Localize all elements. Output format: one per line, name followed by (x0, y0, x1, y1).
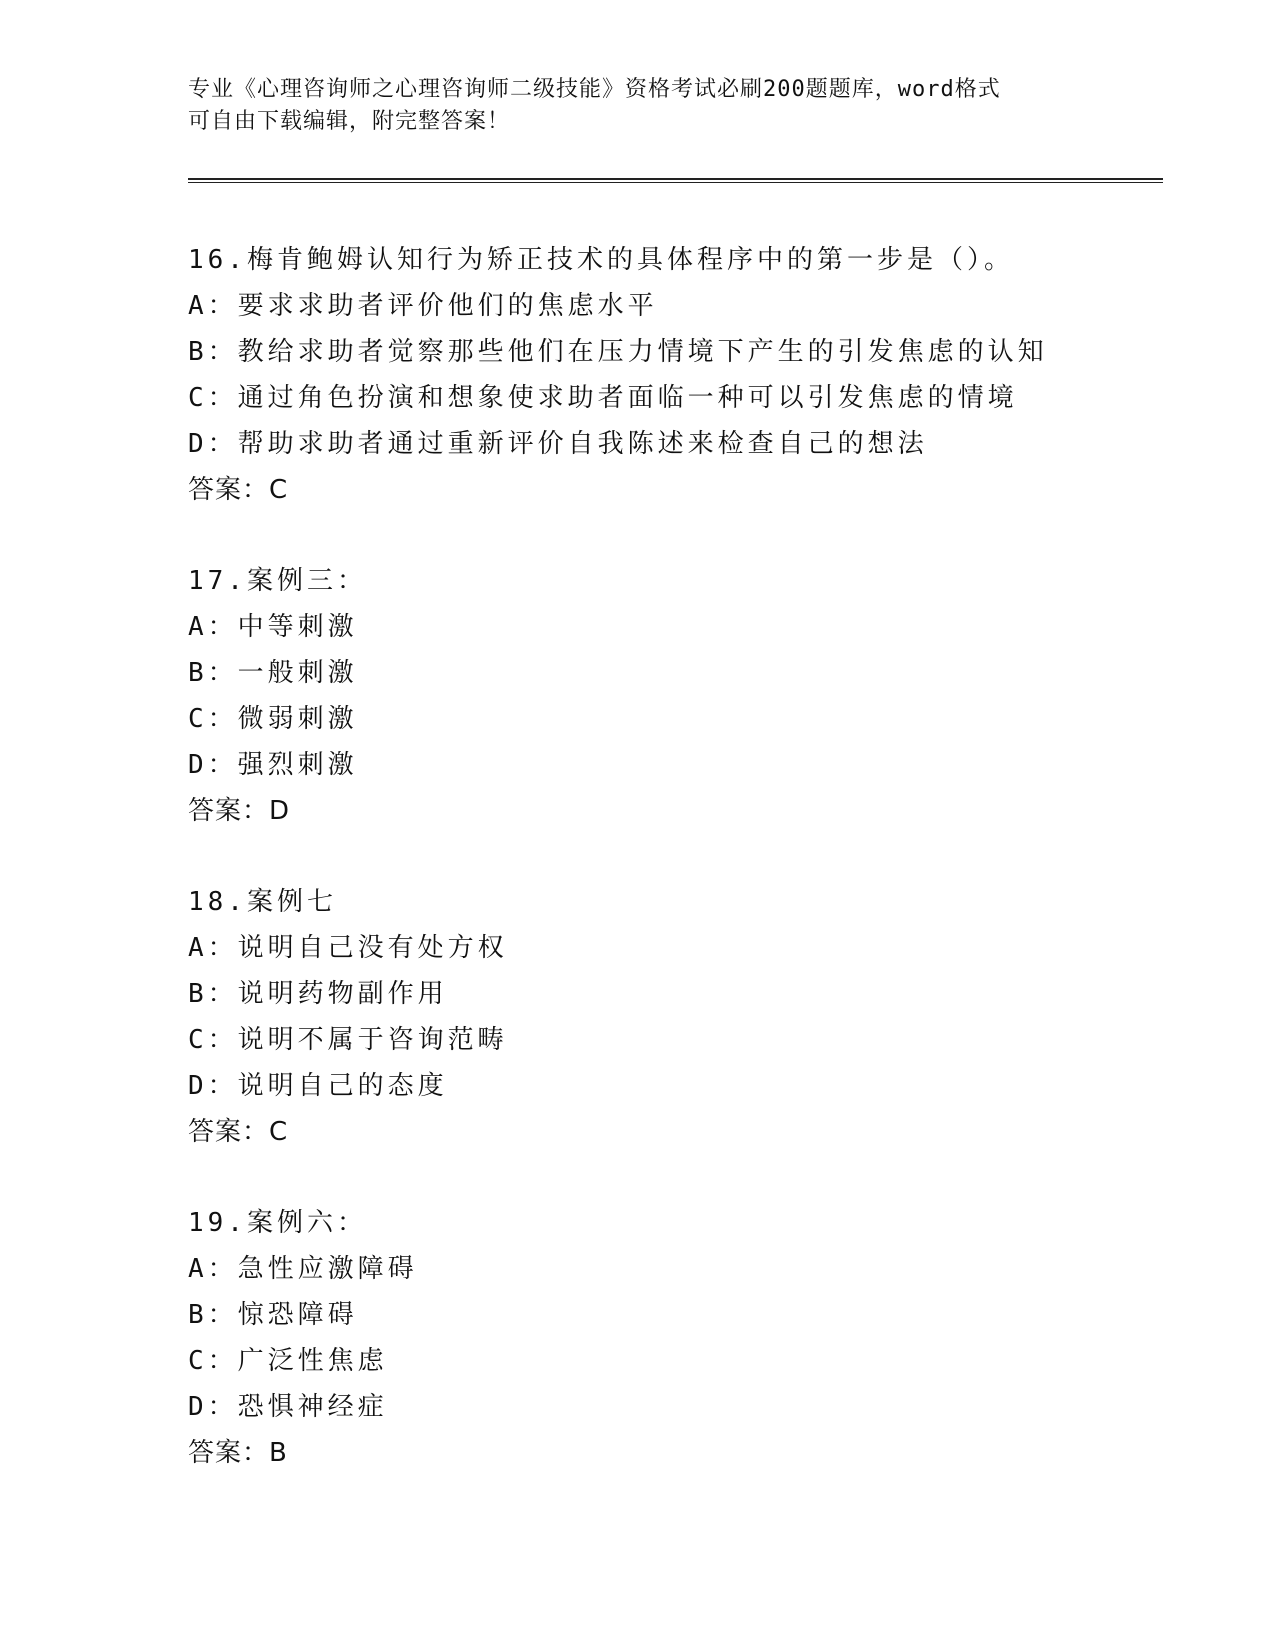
option-c: C：微弱刺激 (188, 704, 358, 734)
option-b: B：说明药物副作用 (188, 979, 448, 1009)
option-d: D：强烈刺激 (188, 750, 358, 780)
question-stem: 17.案例三： (188, 566, 367, 596)
question-stem: 16.梅肯鲍姆认知行为矫正技术的具体程序中的第一步是（）。 (188, 245, 1014, 275)
answer-line: 答案：C (188, 475, 289, 505)
question-list (188, 237, 1178, 1521)
option-d: D：恐惧神经症 (188, 1392, 388, 1422)
option-a: A：中等刺激 (188, 612, 358, 642)
option-c: C：广泛性焦虑 (188, 1346, 388, 1376)
question-19 (188, 1200, 1178, 1476)
question-stem: 18.案例七 (188, 887, 337, 917)
question-16 (188, 237, 1178, 513)
question-17 (188, 558, 1178, 834)
header-divider (188, 178, 1163, 183)
option-b: B：一般刺激 (188, 658, 358, 688)
option-d: D：说明自己的态度 (188, 1071, 448, 1101)
option-b: B：惊恐障碍 (188, 1300, 358, 1330)
option-c: C：通过角色扮演和想象使求助者面临一种可以引发焦虑的情境 (188, 383, 1018, 413)
answer-line: 答案：D (188, 796, 291, 826)
header-line-2: 可自由下载编辑，附完整答案！ (188, 109, 511, 134)
header-line-1: 专业《心理咨询师之心理咨询师二级技能》资格考试必刷200题题库，word格式 (188, 77, 1001, 102)
answer-line: 答案：B (188, 1438, 288, 1468)
option-a: A：说明自己没有处方权 (188, 933, 508, 963)
answer-line: 答案：C (188, 1117, 289, 1147)
option-a: A：急性应激障碍 (188, 1254, 418, 1284)
question-18 (188, 879, 1178, 1155)
option-c: C：说明不属于咨询范畴 (188, 1025, 508, 1055)
question-stem: 19.案例六： (188, 1208, 367, 1238)
document-header (188, 74, 1088, 138)
option-b: B：教给求助者觉察那些他们在压力情境下产生的引发焦虑的认知 (188, 337, 1048, 367)
option-d: D：帮助求助者通过重新评价自我陈述来检查自己的想法 (188, 429, 928, 459)
option-a: A：要求求助者评价他们的焦虑水平 (188, 291, 658, 321)
